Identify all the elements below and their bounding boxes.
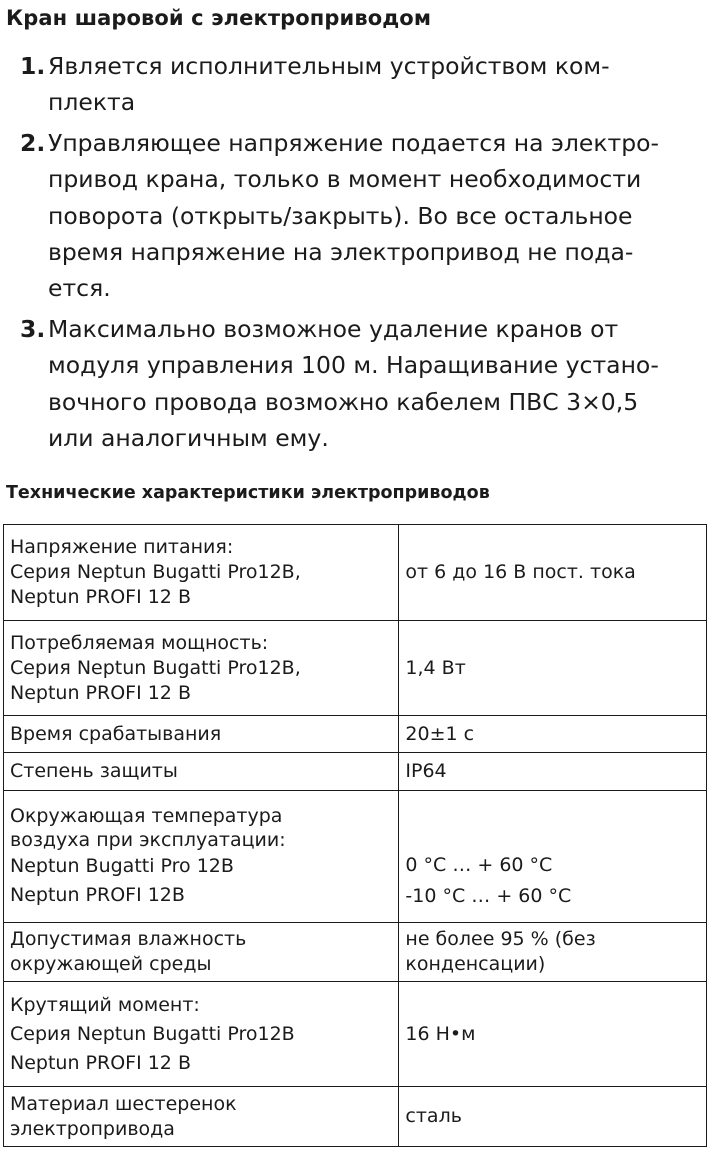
table-row [4, 1087, 707, 1147]
list-text-line: привод крана, только в момент необходимости [48, 165, 642, 194]
list-text-line: время напряжение на электропривод не пода- [48, 238, 634, 267]
value-cell [399, 753, 707, 791]
list-text-line: плекта [48, 88, 136, 117]
param-cell [4, 923, 399, 982]
list-text-line: модуля управления 100 м. Наращивание устано- [48, 351, 659, 380]
list-number: 3. [20, 314, 46, 343]
table-row [4, 716, 707, 753]
param-cell [4, 791, 399, 923]
param-line: Серия Neptun Bugatti Pro12B, [10, 656, 301, 679]
param-line: Серия Neptun Bugatti Pro12B, [10, 561, 301, 583]
param-line: окружающей среды [10, 953, 212, 975]
table-row [4, 982, 707, 1087]
value-line: -10 °C … + 60 °C [405, 885, 572, 907]
list-item [6, 125, 696, 307]
param-line: Серия Neptun Bugatti Pro12B [10, 1022, 295, 1045]
value-cell [399, 982, 707, 1087]
param-line: Потребляемая мощность: [10, 631, 269, 654]
value-line: конденсации) [405, 953, 546, 975]
value-line: 16 Н•м [405, 1022, 476, 1045]
list-item [6, 311, 696, 457]
value-line: 0 °C … + 60 °C [405, 854, 553, 876]
value-line: сталь [405, 1105, 462, 1127]
param-line: электропривода [10, 1117, 175, 1140]
value-line: 20±1 с [405, 722, 475, 745]
value-cell [399, 923, 707, 982]
table-row [4, 753, 707, 791]
list-text-line: Является исполнительным устройством ком- [48, 52, 610, 80]
param-cell [4, 525, 399, 621]
value-cell [399, 791, 707, 923]
value-line: от 6 до 16 В пост. тока [405, 561, 636, 583]
param-line: Степень защиты [10, 760, 178, 782]
list-text-line: Максимально возможное удаление кранов от [48, 314, 619, 343]
param-line: Материал шестеренок [10, 1092, 237, 1115]
list-text-line: вочного провода возможно кабелем ПВС 3×0,5 [48, 387, 639, 416]
param-cell [4, 982, 399, 1087]
value-cell [399, 716, 707, 753]
param-line: Окружающая температура [10, 804, 283, 827]
param-line: Напряжение питания: [10, 536, 234, 558]
param-line: Допустимая влажность [10, 928, 247, 950]
document-heading: Кран шаровой с электроприводом [6, 6, 432, 30]
list-item [6, 48, 696, 121]
table-title: Технические характеристики электроприводов [6, 483, 490, 503]
list-text-line: или аналогичным ему. [48, 424, 329, 453]
table-row [4, 621, 707, 716]
param-cell [4, 753, 399, 791]
numbered-list [6, 48, 696, 460]
param-line: Neptun Bugatti Pro 12B [10, 854, 234, 877]
param-line: Neptun PROFI 12 B [10, 1051, 191, 1074]
table-row [4, 791, 707, 923]
param-line: воздуха при эксплуатации: [10, 828, 286, 851]
list-text-line: поворота (открыть/закрыть). Во все остальное [48, 201, 633, 230]
param-line: Neptun PROFI 12 B [10, 586, 191, 608]
param-line: Neptun PROFI 12 B [10, 681, 191, 704]
value-line: 1,4 Вт [405, 656, 466, 679]
value-cell [399, 621, 707, 716]
specs-table [3, 524, 707, 1147]
list-number: 2. [20, 128, 46, 157]
value-cell [399, 1087, 707, 1147]
table-row [4, 923, 707, 982]
param-cell [4, 1087, 399, 1147]
list-text-line: Управляющее напряжение подается на электро- [48, 128, 660, 157]
param-line: Neptun PROFI 12B [10, 883, 185, 906]
param-line: Крутящий момент: [10, 993, 200, 1016]
value-line: IP64 [405, 760, 447, 782]
param-line: Время срабатывания [10, 722, 222, 745]
param-cell [4, 621, 399, 716]
list-number: 1. [20, 52, 46, 80]
value-line: не более 95 % (без [405, 928, 596, 950]
list-text-line: ется. [48, 274, 111, 303]
value-cell [399, 525, 707, 621]
param-cell [4, 716, 399, 753]
table-row [4, 525, 707, 621]
